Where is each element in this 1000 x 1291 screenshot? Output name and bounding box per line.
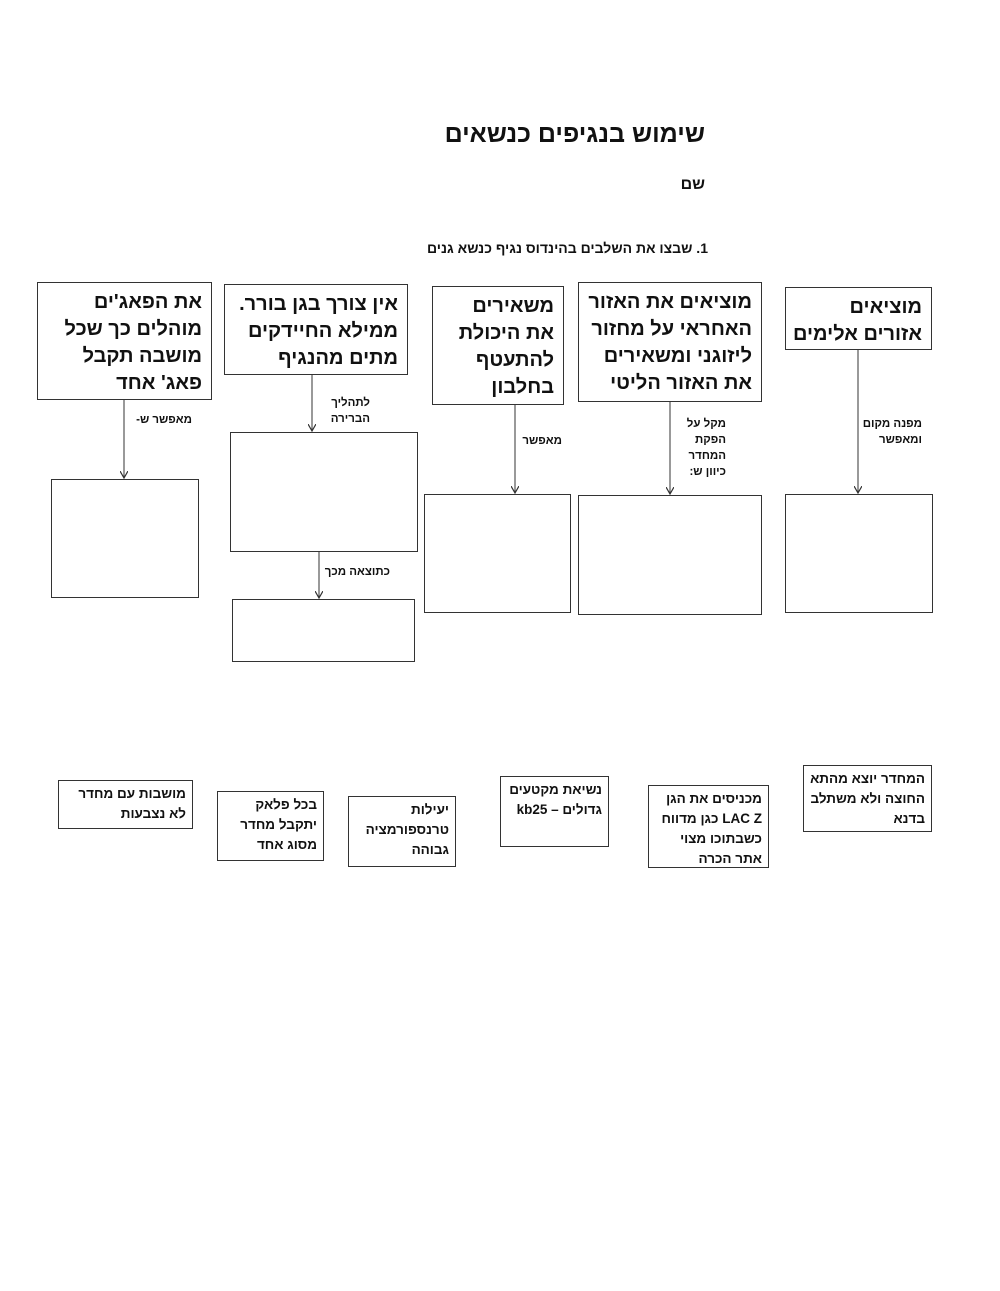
drop-box-replace[interactable] (578, 495, 762, 615)
answer-option-text: מכניסים את הגן LAC Z כגן מדווח כשבתוכו מצוי אתר הכרה (661, 791, 762, 866)
step-text-noselect: אין צורך בגן בורר. ממילא החיידקים מתים מהנגיף (239, 293, 398, 369)
answer-option-text: בכל פלאק יתקבל מחדר מסוג אחד (240, 797, 317, 852)
arrow-label-noselect: לתהליך הברירה (330, 397, 370, 425)
answer-option-text: מושבות עם מחדר לא נצבעות (78, 786, 186, 821)
step-text-find: מוציאים אזורים אלימים (793, 296, 922, 345)
drop-box-noselect[interactable] (230, 432, 418, 552)
answer-option[interactable] (500, 776, 609, 847)
answer-option[interactable] (217, 791, 324, 861)
question-text: 1. שבצו את השלבים בהינדוס נגיף כנשא גנים (426, 240, 708, 256)
answer-option-text: המחדר יוצא מהתא החוצה ולא משתלב בדנא (810, 771, 925, 826)
arrow-label-find: מפנה מקום ומאפשר (862, 418, 922, 446)
arrow-label-noselect-2: כתוצאה מכך (324, 566, 390, 578)
answer-option[interactable] (803, 765, 932, 832)
arrow-label-dilute: מאפשר ש- (136, 414, 192, 426)
step-box-find (785, 287, 932, 350)
answer-option[interactable] (58, 780, 193, 829)
step-box-keep (432, 286, 564, 405)
step-box-dilute (37, 282, 212, 400)
arrow-label-keep: מאפשר (522, 435, 562, 447)
answer-option-text: נשיאת מקטעים גדולים – kb25 (509, 782, 602, 817)
name-label: שם (680, 176, 705, 193)
answer-option[interactable] (348, 796, 456, 867)
drop-box-dilute[interactable] (51, 479, 199, 598)
answer-option-text: יעילות טרנספורמציה גבוהה (365, 802, 449, 857)
step-text-replace: מוציאים את האזור האחראי על מחזור ליזוגני ומשאירים את האזור הליטי (588, 291, 752, 394)
step-box-noselect (224, 284, 408, 375)
drop-box-noselect-2[interactable] (232, 599, 415, 662)
arrow-label-replace: מקל על הפקת המחדר כיוון ש: (686, 418, 726, 478)
step-box-replace (578, 282, 762, 402)
step-text-dilute: את הפאג'ים מוהלים כך שכל מושבה תקבל פאג' אחד (64, 291, 202, 394)
answer-option[interactable] (648, 785, 769, 868)
drop-box-find[interactable] (785, 494, 933, 613)
step-text-keep: משאירים את היכולת להתעטף בחלבון (458, 295, 554, 398)
page-title: שימוש בנגיפים כנשאים (444, 120, 705, 148)
drop-box-keep[interactable] (424, 494, 571, 613)
